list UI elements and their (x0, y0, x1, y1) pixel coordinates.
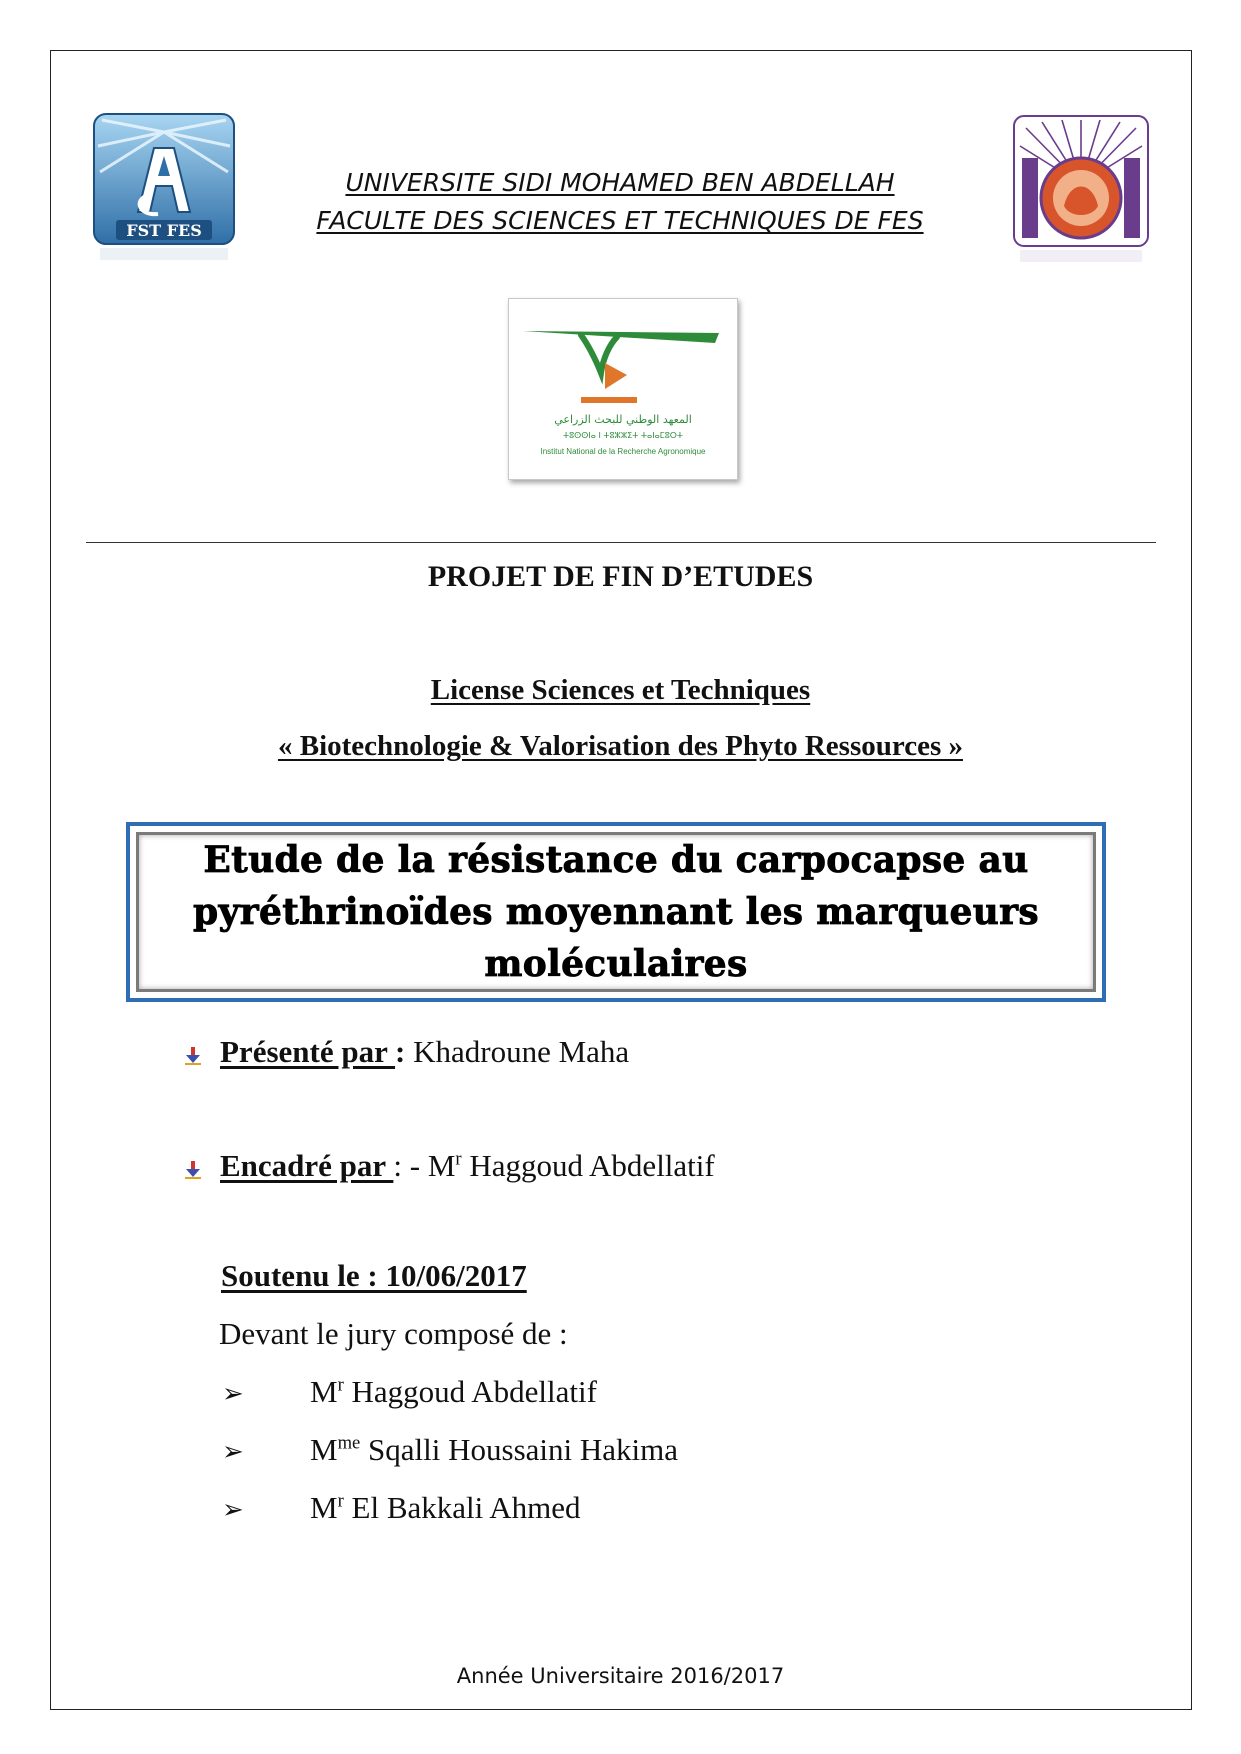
jury-member-title: M (310, 1432, 338, 1467)
presented-by-label: Présenté par (220, 1034, 396, 1069)
down-arrow-bullet-icon (184, 1160, 202, 1180)
presented-by-row (220, 1034, 629, 1070)
usmba-logo (1012, 114, 1150, 266)
jury-member-name: El Bakkali Ahmed (343, 1490, 581, 1525)
thesis-title-box (126, 822, 1106, 1002)
jury-member-title: M (310, 1490, 338, 1525)
jury-member-title-sup: r (337, 1374, 344, 1396)
fst-logo-text: FST FES (126, 221, 202, 240)
university-header (240, 164, 1000, 240)
thesis-title-frame (136, 832, 1096, 992)
jury-member-title-sup: me (337, 1432, 361, 1454)
jury-member (222, 1432, 678, 1468)
inra-french-name: Institut National de la Recherche Agronomique (540, 447, 706, 456)
supervised-by-label: Encadré par (220, 1148, 394, 1183)
supervisor-name: Haggoud Abdellatif (461, 1148, 715, 1183)
presented-by-value: Khadroune Maha (405, 1034, 630, 1069)
presented-by-separator: : (395, 1034, 406, 1069)
jury-member-title: M (310, 1374, 338, 1409)
faculty-name: FACULTE DES SCIENCES ET TECHNIQUES DE FES (316, 206, 924, 235)
jury-intro: Devant le jury composé de : (219, 1316, 568, 1351)
jury-member-name: Sqalli Houssaini Hakima (360, 1432, 679, 1467)
academic-year: Année Universitaire 2016/2017 (456, 1664, 785, 1688)
supervised-by-separator: : - (393, 1148, 428, 1183)
fst-fes-logo (92, 112, 236, 264)
thesis-title-line: Etude de la résistance du carpocapse au (203, 839, 1029, 881)
header-divider (86, 542, 1156, 543)
defense-date: Soutenu le : 10/06/2017 (221, 1258, 527, 1293)
specialty-name: « Biotechnologie & Valorisation des Phyto Ressources » (278, 730, 963, 762)
supervised-by-row (220, 1148, 715, 1184)
thesis-title-line: moléculaires (484, 943, 748, 985)
arrow-bullet-icon: ➢ (222, 1495, 244, 1525)
jury-member-name: Haggoud Abdellatif (343, 1374, 597, 1409)
university-name: UNIVERSITE SIDI MOHAMED BEN ABDELLAH (345, 168, 895, 197)
project-type: PROJET DE FIN D’ETUDES (427, 560, 814, 593)
jury-member-title-sup: r (337, 1490, 344, 1512)
inra-logo (508, 298, 738, 480)
thesis-title-line: pyréthrinoïdes moyennant les marqueurs (193, 891, 1039, 933)
arrow-bullet-icon: ➢ (222, 1379, 244, 1409)
arrow-bullet-icon: ➢ (222, 1437, 244, 1467)
supervisor-title: M (427, 1148, 456, 1183)
degree-name: License Sciences et Techniques (430, 674, 811, 706)
inra-arabic-name: المعهد الوطني للبحث الزراعي (554, 413, 692, 426)
thesis-title (181, 834, 1051, 990)
supervisor-title-sup: r (455, 1148, 462, 1170)
jury-member (222, 1490, 581, 1526)
jury-member (222, 1374, 597, 1410)
down-arrow-bullet-icon (184, 1046, 202, 1066)
inra-tifinagh-name: ⵜⵓⵙⵙⵏⴰ ⵏ ⵜⵓⵣⵣⵉⵜ ⵜⴰⵏⴰⵎⵓⵔⵜ (562, 431, 684, 440)
